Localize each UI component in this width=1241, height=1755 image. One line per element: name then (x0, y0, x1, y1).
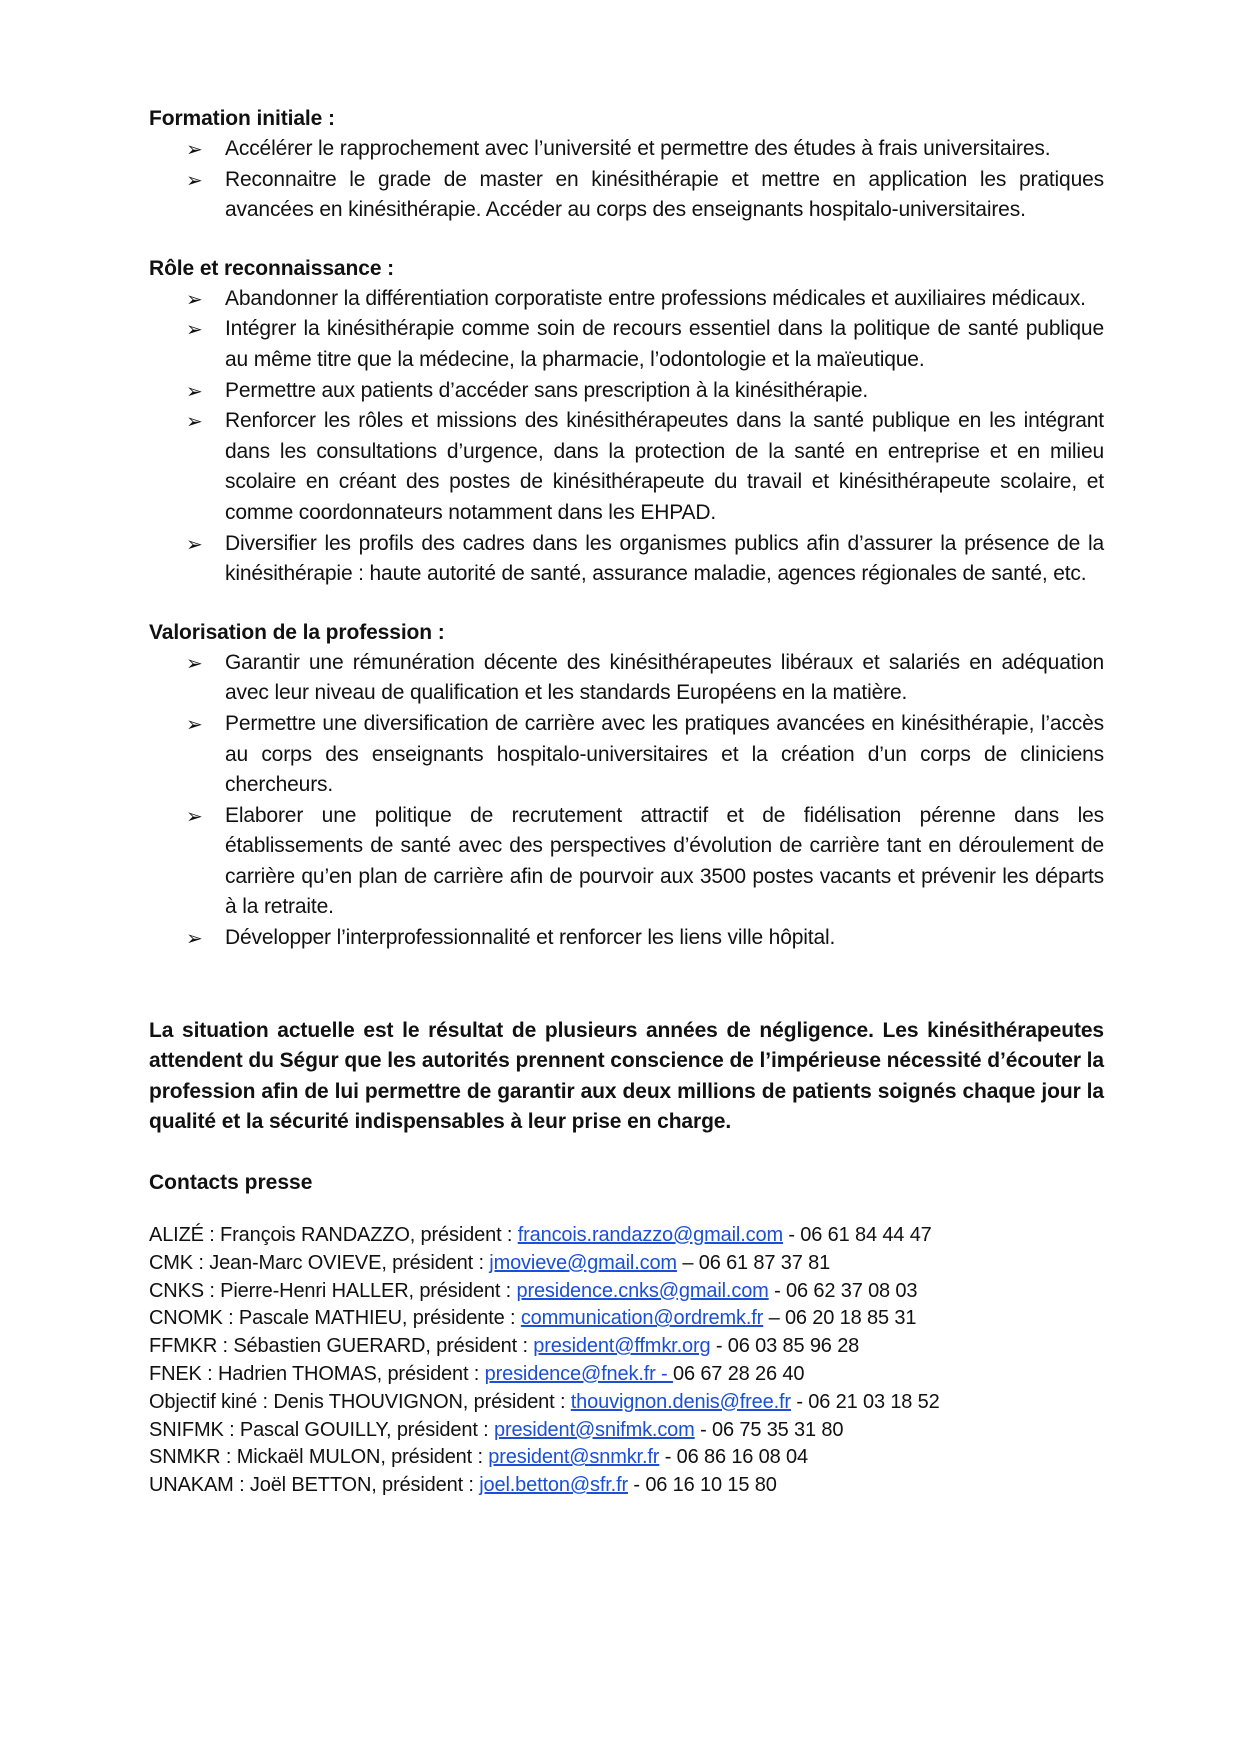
arrow-bullet-icon: ➢ (186, 288, 203, 311)
arrow-bullet-icon: ➢ (186, 411, 203, 434)
arrow-bullet-icon: ➢ (186, 169, 203, 192)
contact-line: CNOMK : Pascale MATHIEU, présidente : communication@ordremk.fr – 06 20 18 85 31 (149, 1307, 917, 1330)
bullet-item: ➢ Permettre aux patients d’accéder sans prescription à la kinésithérapie. (149, 376, 1104, 407)
email-link[interactable]: francois.randazzo@gmail.com (517, 1224, 783, 1247)
arrow-bullet-icon: ➢ (186, 533, 203, 556)
contact-line: FNEK : Hadrien THOMAS, président : presidence@fnek.fr - 06 67 28 26 40 (149, 1363, 805, 1386)
email-link[interactable]: jmovieve@gmail.com (489, 1251, 677, 1274)
contact-line: SNMKR : Mickaël MULON, président : president@snmkr.fr - 06 86 16 08 04 (149, 1446, 808, 1469)
contacts-heading: Contacts presse (149, 1171, 313, 1195)
email-link[interactable]: joel.betton@sfr.fr (479, 1474, 628, 1497)
email-link[interactable]: communication@ordremk.fr (520, 1307, 764, 1330)
bullet-list (149, 648, 1104, 954)
bullet-item: ➢ Elaborer une politique de recrutement attractif et de fidélisation pérenne dans les établissements de santé avec des perspectives d’évolution de carrière tant en déroulement de carrière qu’en plan de carrière afin de pourvoir aux 3500 postes vacants et prévenir les départs à la retraite. (186, 803, 1104, 919)
email-link[interactable]: president@ffmkr.org (533, 1335, 711, 1358)
email-link[interactable]: president@snifmk.com (493, 1418, 695, 1441)
bullet-item: ➢ Développer l’interprofessionnalité et renforcer les liens ville hôpital. (149, 923, 1104, 954)
section-heading: Valorisation de la profession : (149, 620, 445, 644)
bullet-item: ➢ Intégrer la kinésithérapie comme soin de recours essentiel dans la politique de santé publique au même titre que la médecine, la pharmacie, l’odontologie et la maïeutique. (186, 317, 1104, 371)
bullet-item: ➢ Renforcer les rôles et missions des kinésithérapeutes dans la santé publique en les intégrant dans les consultations d’urgence, dans la protection de la santé en entreprise et en milieu scolaire en créant des postes de kinésithérapeute du travail et kinésithérapeute scolaire, et comme coordonnateurs notamment dans les EHPAD. (186, 409, 1104, 524)
email-link[interactable]: thouvignon.denis@free.fr (570, 1390, 791, 1413)
bullet-item: ➢ Reconnaitre le grade de master en kinésithérapie et mettre en application les pratiques avancées en kinésithérapie. Accéder au corps des enseignants hospitalo-universitaires. (186, 167, 1104, 222)
arrow-bullet-icon: ➢ (186, 652, 203, 675)
arrow-bullet-icon: ➢ (186, 805, 203, 828)
contact-line: CMK : Jean-Marc OVIEVE, président : jmovieve@gmail.com – 06 61 87 37 81 (149, 1251, 831, 1274)
arrow-bullet-icon: ➢ (186, 928, 203, 951)
arrow-bullet-icon: ➢ (186, 139, 203, 161)
arrow-bullet-icon: ➢ (186, 380, 203, 403)
document-page (149, 104, 1104, 1500)
contact-line: CNKS : Pierre-Henri HALLER, président : presidence.cnks@gmail.com - 06 62 37 08 03 (149, 1279, 918, 1302)
email-link[interactable]: presidence.cnks@gmail.com (516, 1279, 769, 1302)
email-link[interactable]: president@snmkr.fr (488, 1446, 660, 1469)
bullet-item: ➢ Abandonner la différentiation corporatiste entre professions médicales et auxiliaires médicaux. (149, 284, 1104, 315)
section-heading: Rôle et reconnaissance : (149, 256, 395, 280)
arrow-bullet-icon: ➢ (186, 713, 203, 736)
bullet-item: ➢ Diversifier les profils des cadres dans les organismes publics afin d’assurer la présence de la kinésithérapie : haute autorité de santé, assurance maladie, agences régionales de santé, etc. (186, 531, 1104, 586)
section-heading: Formation initiale : (149, 107, 335, 130)
bullet-list (149, 134, 1104, 226)
contacts-list (149, 1222, 1104, 1500)
bullet-item: ➢ Accélérer le rapprochement avec l’université et permettre des études à frais universitaires. (149, 134, 1104, 165)
email-link[interactable]: presidence@fnek.fr - (484, 1363, 673, 1386)
contact-line: UNAKAM : Joël BETTON, président : joel.betton@sfr.fr - 06 16 10 15 80 (149, 1474, 777, 1497)
section-valorisation (149, 618, 1104, 954)
bullet-item: ➢ Permettre une diversification de carrière avec les pratiques avancées en kinésithérapie, l’accès au corps des enseignants hospitalo-universitaires et la création d’un corps de cliniciens chercheurs. (186, 711, 1104, 797)
bullet-item: ➢ Garantir une rémunération décente des kinésithérapeutes libéraux et salariés en adéquation avec leur niveau de qualification et les standards Européens en la matière. (186, 650, 1104, 705)
bullet-list (149, 284, 1104, 590)
contact-line: Objectif kiné : Denis THOUVIGNON, président : thouvignon.denis@free.fr - 06 21 03 18 52 (149, 1390, 940, 1413)
contact-line: ALIZÉ : François RANDAZZO, président : francois.randazzo@gmail.com - 06 61 84 44 47 (149, 1224, 932, 1247)
contact-line: FFMKR : Sébastien GUERARD, président : president@ffmkr.org - 06 03 85 96 28 (149, 1335, 860, 1358)
section-role (149, 254, 1104, 590)
conclusion-paragraph: La situation actuelle est le résultat de plusieurs années de négligence. Les kinésithérapeutes attendent du Ségur que les autorités prennent conscience de l’impérieuse nécessité d’écouter la profession afin de lui permettre de garantir aux deux millions de patients soignés chaque jour la qualité et la sécurité indispensables à leur prise en charge. (149, 1018, 1104, 1134)
arrow-bullet-icon: ➢ (186, 319, 203, 342)
contact-line: SNIFMK : Pascal GOUILLY, président : president@snifmk.com - 06 75 35 31 80 (149, 1418, 844, 1441)
section-formation (149, 104, 1104, 226)
